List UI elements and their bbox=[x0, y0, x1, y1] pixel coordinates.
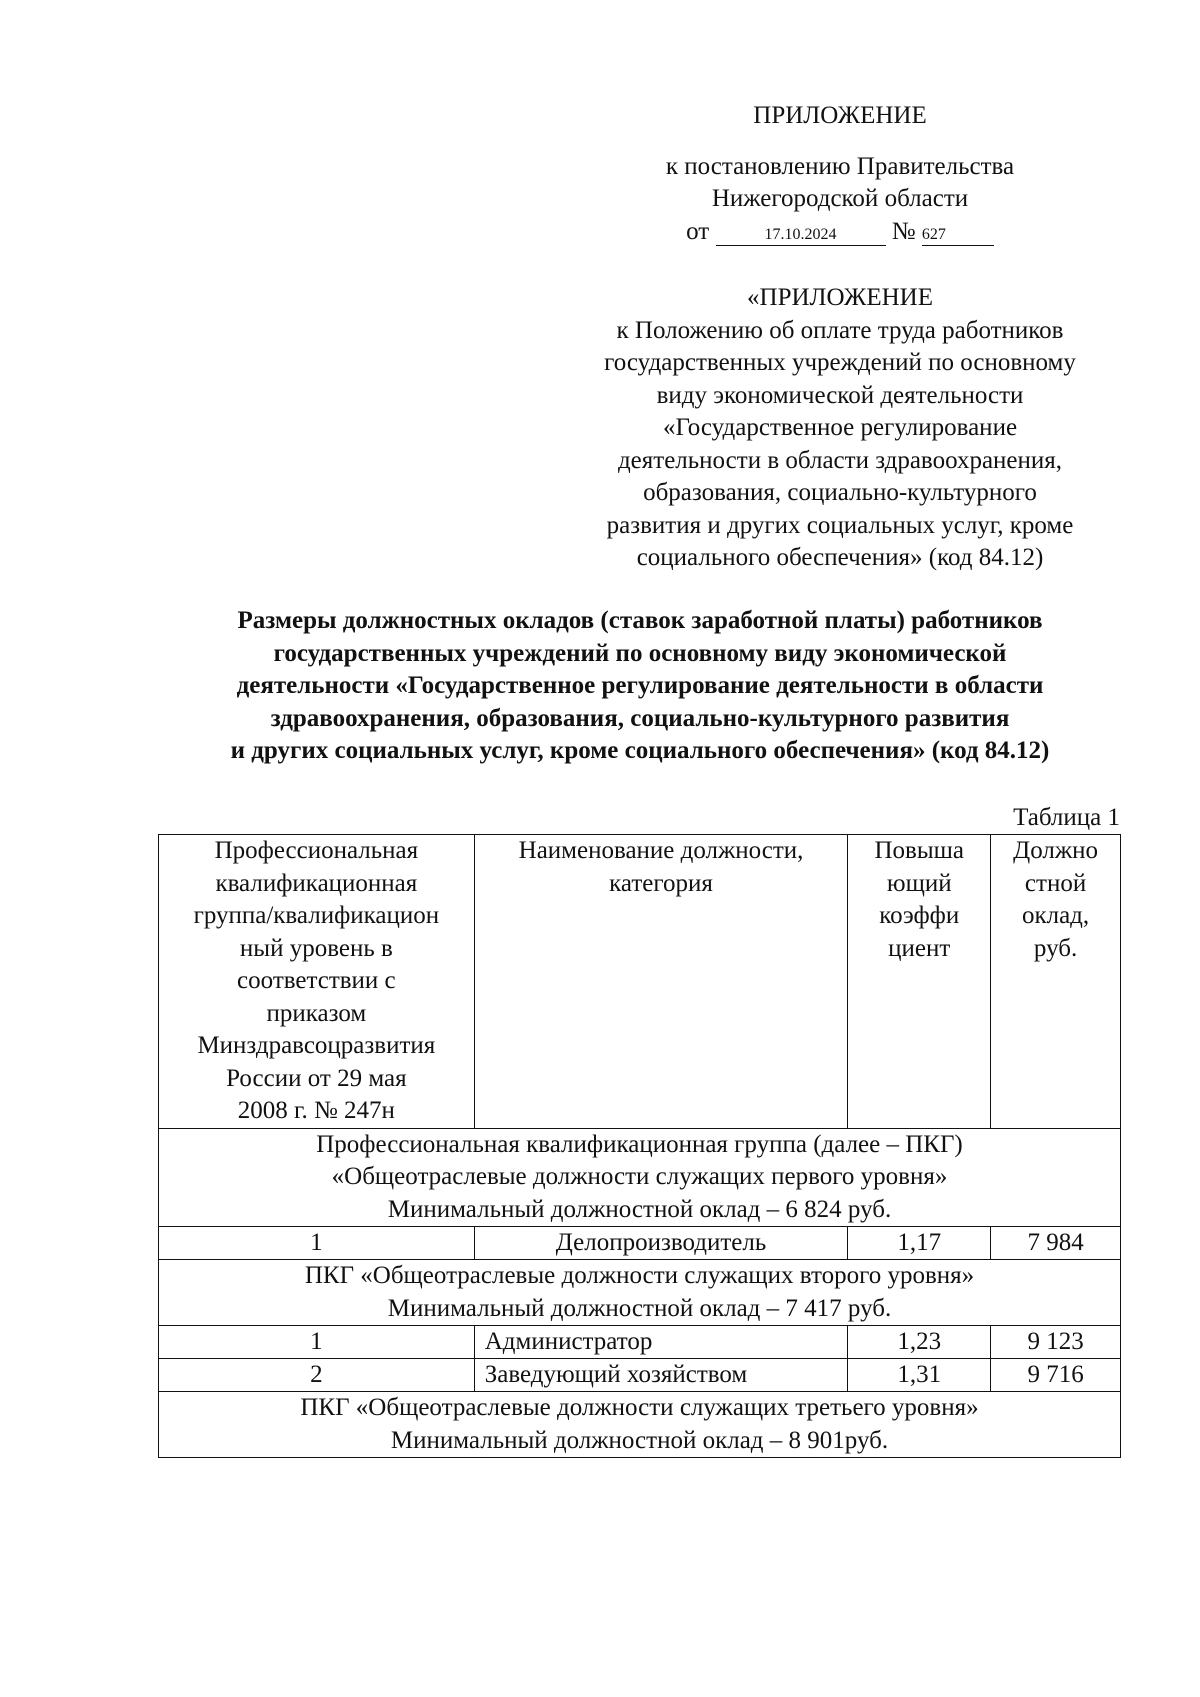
header-salary: Должно стной оклад, руб. bbox=[991, 835, 1121, 1129]
title-line: деятельности «Государственное регулирование деятельности в области bbox=[236, 672, 1044, 699]
cell-level: 1 bbox=[159, 1326, 475, 1359]
regulation-line: образования, социально-культурного bbox=[643, 479, 1037, 506]
decree-appendix-header bbox=[560, 100, 1120, 248]
cell-salary: 7 984 bbox=[991, 1227, 1121, 1260]
cell-salary: 9 123 bbox=[991, 1326, 1121, 1359]
decree-line: Нижегородской области bbox=[711, 185, 969, 212]
decree-number: 627 bbox=[922, 225, 994, 246]
group-title-cell: ПКГ «Общеотраслевые должности служащих третьего уровня» Минимальный должностной оклад – 8 901руб. bbox=[159, 1392, 1121, 1458]
table-row bbox=[159, 1326, 1121, 1359]
cell-coefficient: 1,23 bbox=[848, 1326, 991, 1359]
table-header-row bbox=[159, 835, 1121, 1129]
regulation-line: развития и других социальных услуг, кроме bbox=[606, 511, 1074, 539]
cell-position: Делопроизводитель bbox=[474, 1227, 848, 1260]
title-line: Размеры должностных окладов (ставок заработной платы) работников bbox=[237, 607, 1043, 634]
header-coefficient: Повыша ющий коэффи циент bbox=[848, 835, 991, 1129]
regulation-appendix-block bbox=[560, 282, 1120, 575]
group-row bbox=[159, 1392, 1121, 1458]
date-prefix: от bbox=[686, 217, 710, 245]
header-position-name: Наименование должности, категория bbox=[474, 835, 848, 1129]
regulation-line: социального обеспечения» (код 84.12) bbox=[636, 544, 1044, 571]
decree-date-line bbox=[560, 216, 1120, 249]
cell-salary: 9 716 bbox=[991, 1359, 1121, 1392]
table-label: Таблица 1 bbox=[1013, 804, 1120, 831]
group-row bbox=[159, 1260, 1121, 1326]
number-sign: № bbox=[891, 217, 916, 245]
appendix-title: ПРИЛОЖЕНИЕ bbox=[753, 102, 927, 129]
cell-coefficient: 1,17 bbox=[848, 1227, 991, 1260]
salary-table bbox=[158, 834, 1121, 1458]
regulation-line: к Положению об оплате труда работников bbox=[616, 316, 1064, 344]
title-line: здравоохранения, образования, социально-культурного развития bbox=[270, 704, 1010, 732]
regulation-line: деятельности в области здравоохранения, bbox=[617, 446, 1063, 474]
decree-line: к постановлению Правительства bbox=[665, 152, 1015, 180]
regulation-line: виду экономической деятельности bbox=[656, 381, 1024, 409]
title-line: государственных учреждений по основному виду экономической bbox=[273, 639, 1007, 667]
cell-position: Администратор bbox=[474, 1326, 848, 1359]
group-row bbox=[159, 1128, 1121, 1227]
table-row bbox=[159, 1227, 1121, 1260]
regulation-line: государственных учреждений по основному bbox=[604, 349, 1076, 376]
decree-date: 17.10.2024 bbox=[716, 225, 886, 246]
cell-level: 2 bbox=[159, 1359, 475, 1392]
group-title-cell: Профессиональная квалификационная группа (далее – ПКГ) «Общеотраслевые должности служащих первого уровня» Минимальный должностной оклад – 6 824 руб. bbox=[159, 1128, 1121, 1227]
group-title-cell: ПКГ «Общеотраслевые должности служащих второго уровня» Минимальный должностной оклад – 7 417 руб. bbox=[159, 1260, 1121, 1326]
header-qualification-level: Профессиональная квалификационная группа/квалификацион ный уровень в соответствии с приказом Минздравсоцразвития России от 29 мая 2008 г. № 247н bbox=[159, 835, 475, 1129]
cell-position: Заведующий хозяйством bbox=[474, 1359, 848, 1392]
cell-coefficient: 1,31 bbox=[848, 1359, 991, 1392]
table-row bbox=[159, 1359, 1121, 1392]
title-line: и других социальных услуг, кроме социального обеспечения» (код 84.12) bbox=[230, 737, 1050, 764]
regulation-line: «ПРИЛОЖЕНИЕ bbox=[747, 284, 933, 311]
document-title bbox=[150, 605, 1130, 768]
cell-level: 1 bbox=[159, 1227, 475, 1260]
regulation-line: «Государственное регулирование bbox=[662, 414, 1018, 441]
